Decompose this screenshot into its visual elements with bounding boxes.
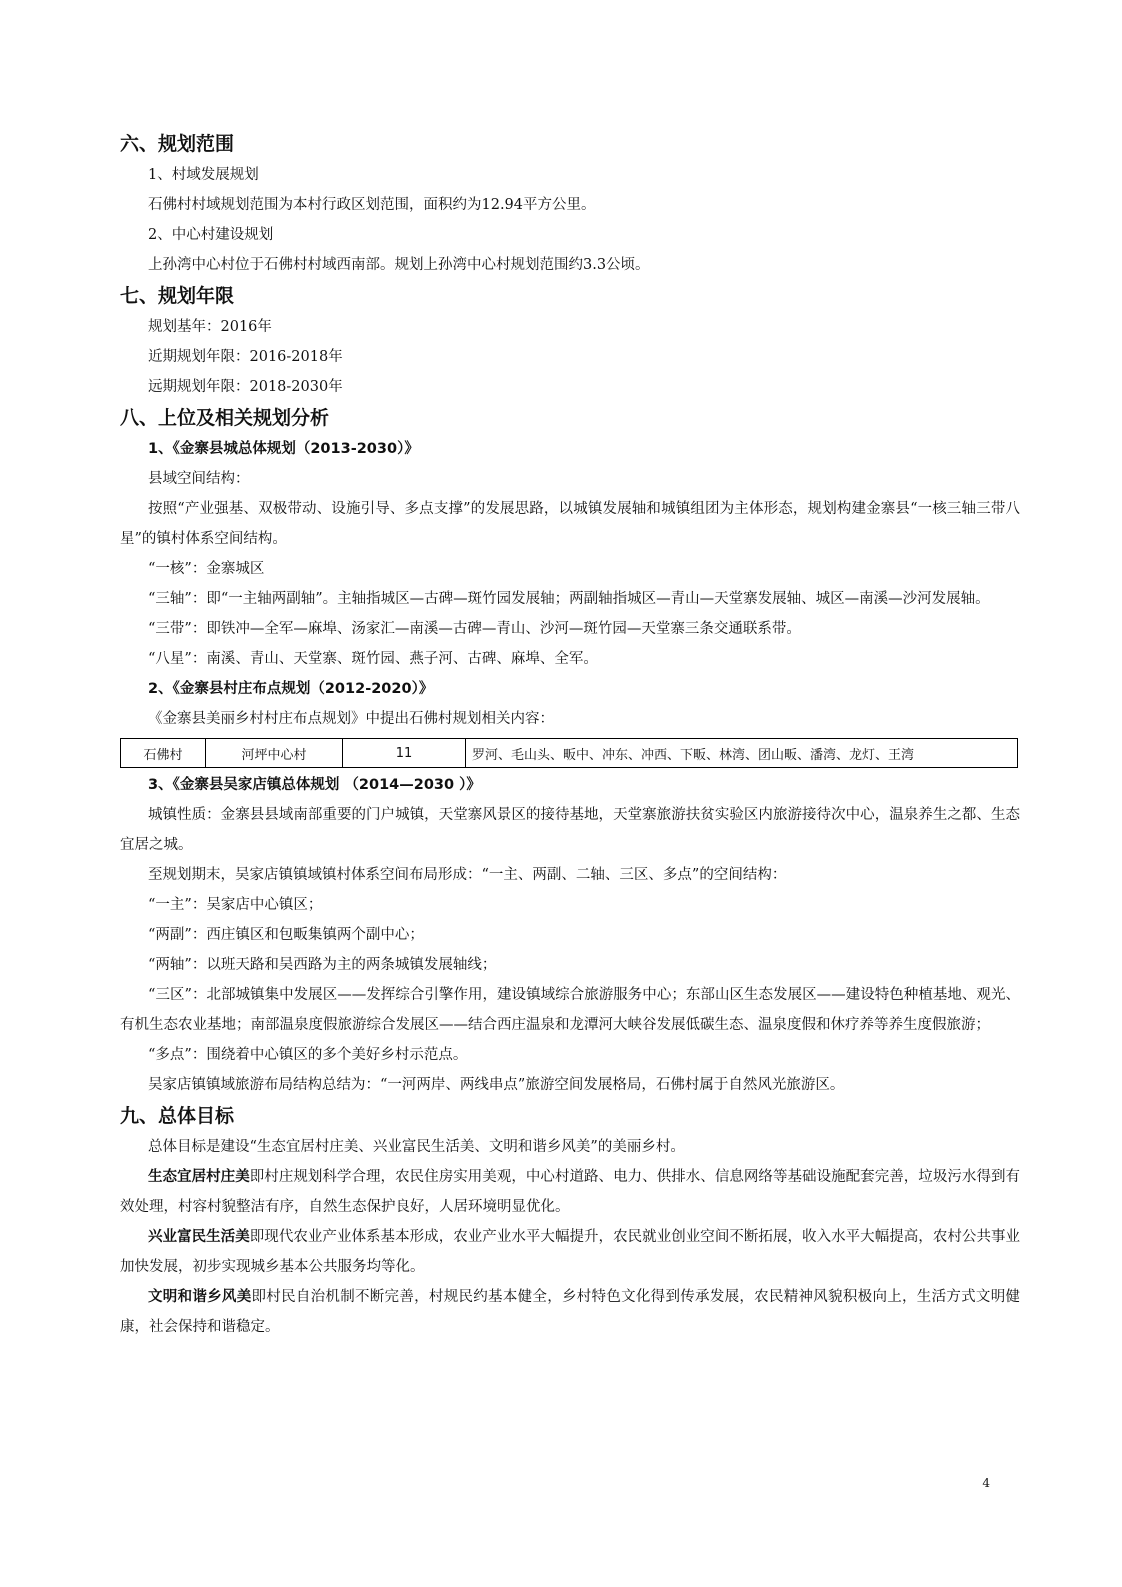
- village-table: [120, 738, 1018, 768]
- paragraph: “一核”：金寨城区: [148, 561, 265, 577]
- paragraph: 近期规划年限：2016-2018年: [148, 349, 343, 365]
- section-7-heading: 七、规划年限: [120, 285, 235, 307]
- paragraph: 远期规划年限：2018-2030年: [148, 379, 343, 395]
- section-8-heading: 八、上位及相关规划分析: [120, 407, 330, 429]
- paragraph: 2、中心村建设规划: [148, 227, 274, 243]
- subsection-heading: 2、《金寨县村庄布点规划（2012-2020）》: [148, 681, 434, 697]
- page-number: 4: [982, 1476, 990, 1490]
- paragraph: 吴家店镇镇域旅游布局结构总结为：“一河两岸、两线串点”旅游空间发展格局，石佛村属于自然风光旅游区。: [148, 1077, 845, 1093]
- document-page: [120, 128, 1020, 1342]
- paragraph: “三带”：即铁冲—全军—麻埠、汤家汇—南溪—古碑—青山、沙河—斑竹园—天堂寨三条交通联系带。: [148, 621, 801, 637]
- paragraph: “一主”：吴家店中心镇区；: [148, 897, 323, 913]
- paragraph: 总体目标是建设“生态宜居村庄美、兴业富民生活美、文明和谐乡风美”的美丽乡村。: [148, 1139, 685, 1155]
- paragraph: 石佛村村域规划范围为本村行政区划范围，面积约为12.94平方公里。: [148, 197, 596, 213]
- subsection-heading: 3、《金寨县吴家店镇总体规划 （2014—2030 ）》: [148, 777, 481, 793]
- bold-lead: 兴业富民生活美: [148, 1229, 250, 1245]
- paragraph: [120, 1222, 1020, 1282]
- section-6-heading: 六、规划范围: [120, 133, 235, 155]
- paragraph-text: 即村民自治机制不断完善，村规民约基本健全，乡村特色文化得到传承发展，农民精神风貌积极向上，生活方式文明健康，社会保持和谐稳定。: [120, 1289, 1021, 1335]
- table-cell-hamlets: 罗河、毛山头、畈中、冲东、冲西、下畈、林湾、团山畈、潘湾、龙灯、王湾: [466, 739, 1018, 768]
- paragraph: 至规划期末，吴家店镇镇域镇村体系空间布局形成：“一主、两副、二轴、三区、多点”的空间结构：: [148, 867, 787, 883]
- paragraph: “八星”：南溪、青山、天堂寨、斑竹园、燕子河、古碑、麻埠、全军。: [148, 651, 598, 667]
- paragraph: “两副”：西庄镇区和包畈集镇两个副中心；: [148, 927, 424, 943]
- table-cell-village: 石佛村: [121, 739, 206, 768]
- table-cell-center-village: 河坪中心村: [206, 739, 343, 768]
- paragraph: 1、村域发展规划: [148, 167, 259, 183]
- paragraph: 《金寨县美丽乡村村庄布点规划》中提出石佛村规划相关内容：: [148, 711, 554, 727]
- paragraph-text: 即村庄规划科学合理，农民住房实用美观，中心村道路、电力、供排水、信息网络等基础设施配套完善，垃圾污水得到有效处理，村容村貌整洁有序，自然生态保护良好，人居环境明显优化。: [120, 1169, 1021, 1215]
- paragraph: “三轴”：即“一主轴两副轴”。主轴指城区—古碑—斑竹园发展轴；两副轴指城区—青山—天堂寨发展轴、城区—南溪—沙河发展轴。: [148, 591, 990, 607]
- paragraph: [120, 1162, 1020, 1222]
- paragraph: [120, 1282, 1020, 1342]
- bold-lead: 文明和谐乡风美: [148, 1289, 252, 1305]
- paragraph: 县域空间结构：: [148, 471, 250, 487]
- paragraph: “多点”：围绕着中心镇区的多个美好乡村示范点。: [148, 1047, 468, 1063]
- section-9-heading: 九、总体目标: [120, 1105, 235, 1127]
- bold-lead: 生态宜居村庄美: [148, 1169, 250, 1185]
- paragraph: “两轴”：以班天路和吴西路为主的两条城镇发展轴线；: [148, 957, 497, 973]
- paragraph: “三区”：北部城镇集中发展区——发挥综合引擎作用，建设镇域综合旅游服务中心；东部山区生态发展区——建设特色种植基地、观光、有机生态农业基地；南部温泉度假旅游综合发展区——结合西庄温泉和龙潭河大峡谷发展低碳生态、温泉度假和休疗养等养生度假旅游；: [120, 987, 1020, 1033]
- paragraph-text: 即现代农业产业体系基本形成，农业产业水平大幅提升，农民就业创业空间不断拓展，收入水平大幅提高，农村公共事业加快发展，初步实现城乡基本公共服务均等化。: [120, 1229, 1021, 1275]
- paragraph: 按照“产业强基、双极带动、设施引导、多点支撑”的发展思路，以城镇发展轴和城镇组团为主体形态，规划构建金寨县“一核三轴三带八星”的镇村体系空间结构。: [120, 501, 1020, 547]
- table-cell-count: 11: [343, 739, 466, 768]
- paragraph: 城镇性质：金寨县县域南部重要的门户城镇，天堂寨风景区的接待基地，天堂寨旅游扶贫实验区内旅游接待次中心，温泉养生之都、生态宜居之城。: [120, 807, 1020, 853]
- subsection-heading: 1、《金寨县城总体规划（2013-2030）》: [148, 441, 419, 457]
- paragraph: 上孙湾中心村位于石佛村村域西南部。规划上孙湾中心村规划范围约3.3公顷。: [148, 257, 650, 273]
- table-row: [121, 739, 1018, 768]
- paragraph: 规划基年：2016年: [148, 319, 272, 335]
